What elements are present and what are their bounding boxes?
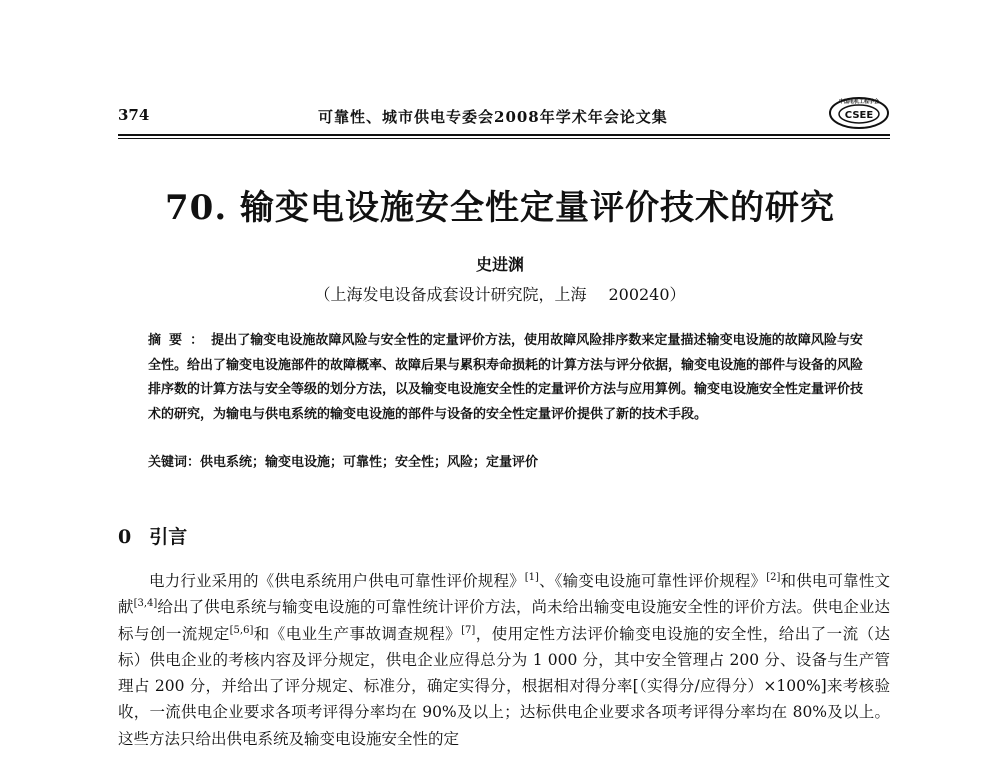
citation: [5,6]: [229, 624, 254, 636]
header-rule-thin: [118, 138, 890, 139]
citation: [3,4]: [133, 598, 158, 610]
logo-text: CSEE: [844, 110, 874, 121]
csee-logo-icon: [828, 96, 890, 130]
section-title: 引言: [149, 526, 188, 548]
text-run: 、《输变电设施可靠性评价规程》: [538, 572, 767, 590]
logo-ring-text: 中国电机工程学会: [838, 99, 880, 105]
citation: [1]: [524, 571, 539, 583]
body-text: [118, 568, 890, 752]
running-head: 可靠性、城市供电专委会2008年学术年会论文集: [318, 108, 668, 126]
section-heading: [118, 522, 187, 549]
author-name: 史进渊: [475, 255, 524, 274]
text-run: 电力行业采用的《供电系统用户供电可靠性评价规程》: [149, 572, 525, 590]
citation: [2]: [766, 571, 781, 583]
keywords-text: 供电系统；输变电设施；可靠性；安全性；风险；定量评价: [200, 455, 539, 470]
affiliation: [0, 282, 1000, 305]
abstract-label: 摘要：: [148, 333, 212, 348]
keywords-label: 关键词：: [148, 455, 201, 470]
text-run: ，使用定性方法评价输变电设施的安全性，给出了一流（达标）供电企业的考核内容及评分规定，供电企业应得总分为 1 000 分，其中安全管理占 200 分、设备与生产管理占 200 分，并给出了评分规定、标准分，确定实得分，根据相对得分率[（实得分/应得分）×100%]来考核验收，一流供电企业要求各项考评得分率均在 90%及以上；达标供电企业要求各项考评得分率均在 80%及以上。这些方法只给出供电系统及输变电设施安全性的定: [118, 624, 890, 748]
abstract: [148, 329, 863, 427]
header-rule: [118, 134, 890, 136]
abstract-text: 提出了输变电设施故障风险与安全性的定量评价方法，使用故障风险排序数来定量描述输变电设施的故障风险与安全性。给出了输变电设施部件的故障概率、故障后果与累积寿命损耗的计算方法与评分依据，输变电设施的部件与设备的风险排序数的计算方法与安全等级的划分方法，以及输变电设施安全性的定量评价方法与应用算例。输变电设施安全性定量评价技术的研究，为输电与供电系统的输变电设施的部件与设备的安全性定量评价提供了新的技术手段。: [148, 333, 864, 422]
page-number: 374: [118, 106, 150, 124]
keywords: [148, 451, 863, 470]
affiliation-text: （上海发电设备成套设计研究院，上海: [314, 285, 587, 304]
paper-title: 70. 输变电设施安全性定量评价技术的研究: [165, 188, 835, 228]
text-run: 和《电业生产事故调查规程》: [253, 624, 462, 643]
intro-paragraph: [118, 568, 890, 752]
affiliation-postcode: 200240）: [608, 285, 686, 304]
citation: [7]: [461, 624, 476, 636]
section-number: 0: [118, 526, 132, 548]
text-run: 给出了供电系统与输变电设施的可靠性统计评价方法，尚未给出输变电设施安全性的评价方法。供电企业达标与创一流规定: [118, 598, 890, 643]
text-run: 和供电可靠性文献: [118, 572, 890, 617]
